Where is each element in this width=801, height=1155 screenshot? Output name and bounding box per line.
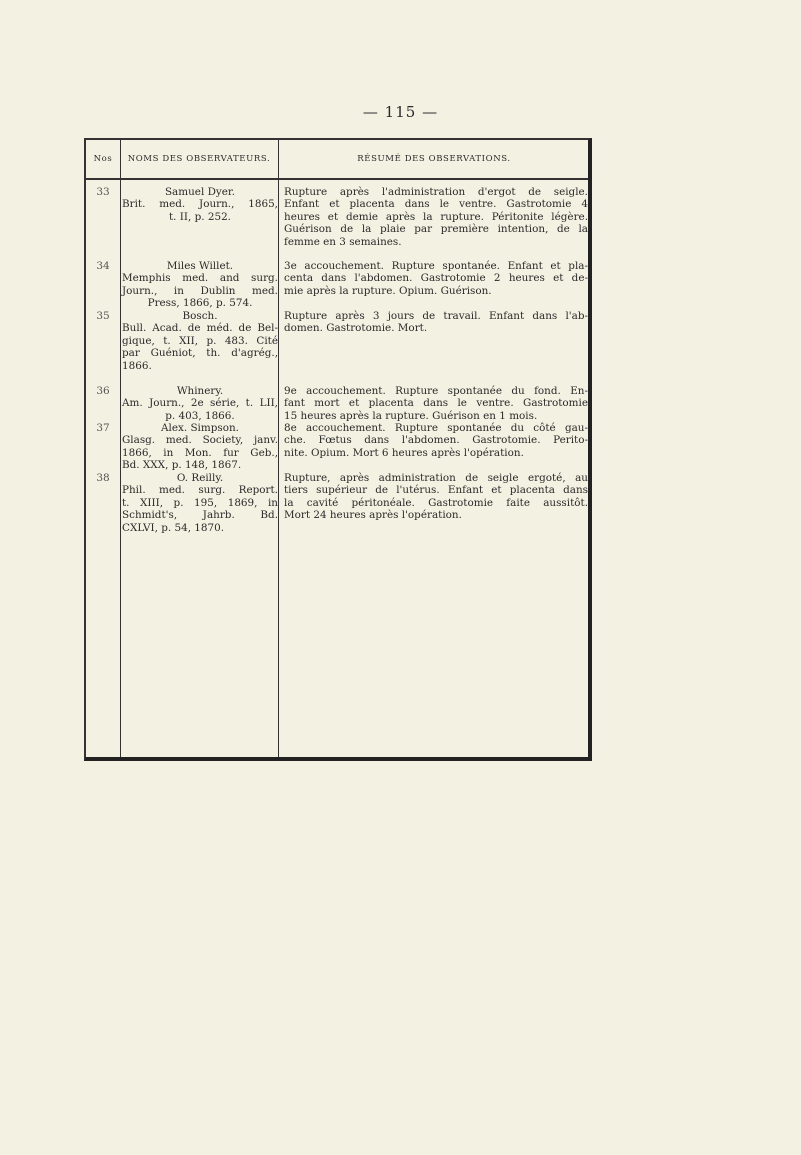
observer-line: Press, 1866, p. 574. bbox=[147, 297, 253, 310]
observer-line: 1866, in Mon. fur Geb., bbox=[122, 446, 278, 459]
observer-line: Memphis med. and surg. bbox=[122, 272, 278, 285]
summary-line: Rupture après 3 jours de travail. Enfant dans l'ab- bbox=[284, 310, 588, 322]
observer-line: CXLVI, p. 54, 1870. bbox=[122, 521, 225, 534]
summary-line: Guérison de la plaie par première intention, de la bbox=[284, 223, 588, 236]
summary-cell bbox=[284, 186, 588, 248]
summary-line: tiers supérieur de l'utérus. Enfant et placenta dans bbox=[284, 484, 588, 497]
page-number: — 115 — bbox=[362, 103, 439, 121]
header-summary: RÉSUMÉ DES OBSERVATIONS. bbox=[357, 154, 511, 164]
column-divider bbox=[120, 140, 121, 757]
summary-line: mie après la rupture. Opium. Guérison. bbox=[284, 284, 492, 297]
row-number: 34 bbox=[96, 260, 110, 272]
header-observers: NOMS DES OBSERVATEURS. bbox=[127, 154, 271, 164]
summary-line: Mort 24 heures après l'opération. bbox=[284, 509, 462, 522]
observer-line: p. 403, 1866. bbox=[165, 409, 235, 422]
row-number: 35 bbox=[96, 310, 110, 322]
row-number: 33 bbox=[96, 186, 110, 198]
summary-line: Rupture, après administration de seigle ergoté, au bbox=[284, 472, 588, 484]
observer-line: Journ., in Dublin med. bbox=[122, 284, 278, 297]
observer-cell bbox=[122, 260, 278, 310]
observer-line: par Guéniot, th. d'agrég., bbox=[122, 347, 278, 360]
summary-line: nite. Opium. Mort 6 heures après l'opération. bbox=[284, 446, 524, 459]
observer-cell bbox=[122, 385, 278, 422]
observer-line: Alex. Simpson. bbox=[161, 422, 239, 434]
summary-cell bbox=[284, 260, 588, 297]
summary-line: la cavité péritonéale. Gastrotomie faite aussitôt. bbox=[284, 496, 588, 509]
observer-line: Miles Willet. bbox=[166, 260, 234, 272]
observer-line: Brit. med. Journ., 1865, bbox=[122, 198, 278, 211]
observer-line: t. II, p. 252. bbox=[169, 210, 231, 223]
summary-line: centa dans l'abdomen. Gastrotomie 2 heures et de- bbox=[284, 272, 588, 285]
row-number: 37 bbox=[96, 422, 110, 434]
row-number: 38 bbox=[96, 472, 110, 484]
observer-line: 1866. bbox=[122, 359, 152, 372]
summary-line: 9e accouchement. Rupture spontanée du fond. En- bbox=[284, 385, 588, 397]
observer-line: Glasg. med. Society, janv. bbox=[122, 434, 278, 447]
observations-table bbox=[84, 138, 592, 761]
observer-line: Bull. Acad. de méd. de Bel- bbox=[122, 322, 278, 335]
observer-line: O. Reilly. bbox=[176, 472, 224, 484]
observer-line: gique, t. XII, p. 483. Cité bbox=[122, 334, 278, 347]
observer-line: Bosch. bbox=[182, 310, 218, 322]
summary-cell bbox=[284, 385, 588, 422]
observer-cell bbox=[122, 310, 278, 372]
summary-line: femme en 3 semaines. bbox=[284, 235, 402, 248]
summary-line: 15 heures après la rupture. Guérison en 1 mois. bbox=[284, 409, 538, 422]
summary-line: fant mort et placenta dans le ventre. Gastrotomie bbox=[284, 397, 588, 410]
summary-cell bbox=[284, 422, 588, 459]
column-divider bbox=[278, 140, 279, 757]
header-divider bbox=[86, 178, 588, 180]
summary-line: 3e accouchement. Rupture spontanée. Enfant et pla- bbox=[284, 260, 588, 272]
summary-line: 8e accouchement. Rupture spontanée du côté gau- bbox=[284, 422, 588, 434]
summary-line: Rupture après l'administration d'ergot de seigle. bbox=[284, 186, 588, 198]
observer-line: t. XIII, p. 195, 1869, in bbox=[122, 496, 278, 509]
observer-line: Samuel Dyer. bbox=[164, 186, 236, 198]
observer-line: Phil. med. surg. Report. bbox=[122, 484, 278, 497]
observer-cell bbox=[122, 472, 278, 534]
observer-line: Whinery. bbox=[176, 385, 224, 397]
row-number: 36 bbox=[96, 385, 110, 397]
summary-line: Enfant et placenta dans le ventre. Gastrotomie 4 bbox=[284, 198, 588, 211]
observer-line: Bd. XXX, p. 148, 1867. bbox=[122, 459, 242, 472]
header-num: Nos bbox=[93, 154, 113, 164]
summary-cell bbox=[284, 472, 588, 522]
summary-cell bbox=[284, 310, 588, 335]
summary-line: domen. Gastrotomie. Mort. bbox=[284, 322, 428, 335]
summary-line: heures et demie après la rupture. Péritonite légère. bbox=[284, 210, 588, 223]
summary-line: che. Fœtus dans l'abdomen. Gastrotomie. Perito- bbox=[284, 434, 588, 447]
observer-cell bbox=[122, 186, 278, 223]
observer-line: Schmidt's, Jahrb. Bd. bbox=[122, 509, 278, 522]
observer-line: Am. Journ., 2e série, t. LII, bbox=[122, 397, 278, 410]
observer-cell bbox=[122, 422, 278, 472]
